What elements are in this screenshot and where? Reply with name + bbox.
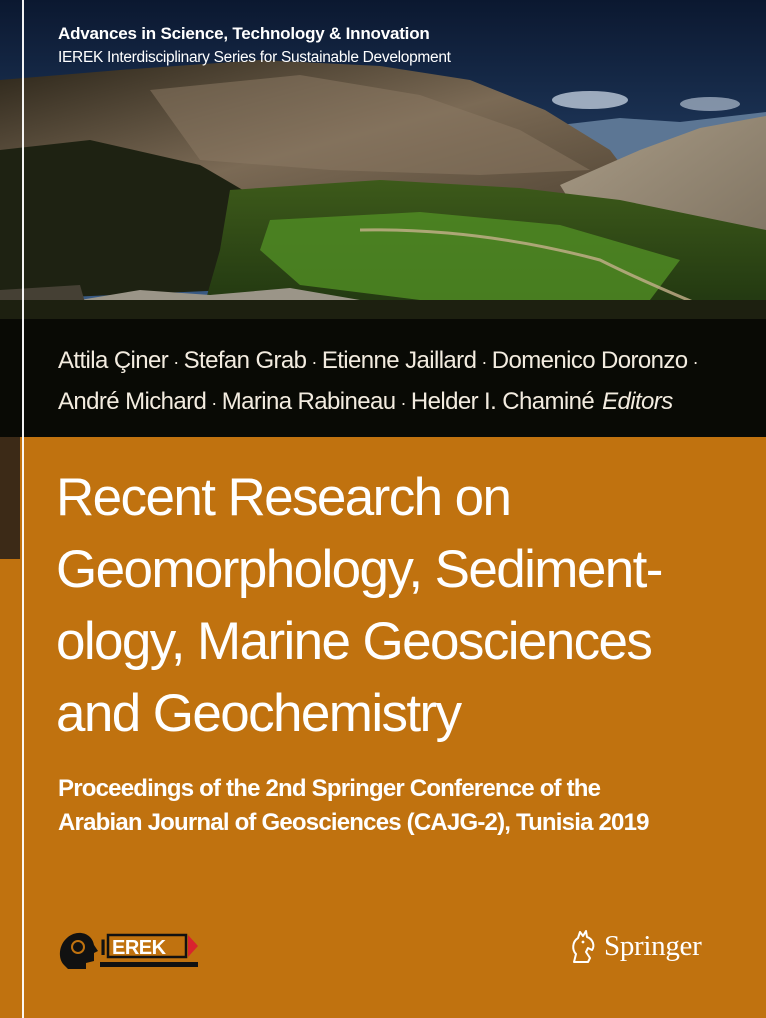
editor-name: André Michard (58, 388, 207, 415)
editor-separator: · (311, 352, 317, 372)
springer-horse-icon (568, 928, 598, 964)
book-title (56, 462, 756, 750)
editors-list (58, 341, 758, 423)
editor-separator: · (400, 393, 406, 413)
subtitle-line: Proceedings of the 2nd Springer Conference of the (58, 775, 601, 802)
ierek-logo (56, 925, 206, 973)
editor-name: Etienne Jaillard (321, 347, 477, 374)
subtitle-line: Arabian Journal of Geosciences (CAJG-2), Tunisia 2019 (58, 809, 649, 836)
editor-separator: · (211, 393, 217, 413)
title-line: Geomorphology, Sediment- (56, 540, 662, 599)
editor-separator: · (173, 352, 179, 372)
editors-role: Editors (602, 388, 673, 415)
series-name: Advances in Science, Technology & Innovation (58, 24, 430, 43)
editor-separator: · (481, 352, 487, 372)
springer-logo (568, 928, 701, 964)
editors-line-2 (58, 382, 758, 423)
editor-name: Attila Çiner (58, 347, 169, 374)
series-subtitle: IEREK Interdisciplinary Series for Sustainable Development (58, 49, 451, 66)
left-rule (22, 0, 24, 1018)
spine-accent (0, 437, 20, 559)
editor-name: Helder I. Chaminé (410, 388, 595, 415)
title-line: ology, Marine Geosciences (56, 612, 652, 671)
series-block (58, 24, 451, 67)
title-line: Recent Research on (56, 468, 511, 527)
book-subtitle (58, 772, 748, 840)
title-line: and Geochemistry (56, 684, 461, 743)
svg-text:EREK: EREK (112, 937, 166, 959)
editor-separator: · (692, 352, 698, 372)
editor-name: Domenico Doronzo (491, 347, 688, 374)
svg-text:I: I (100, 935, 107, 960)
editors-line-1 (58, 341, 758, 382)
editors-band (0, 319, 766, 437)
publisher-name: Springer (604, 929, 702, 962)
editor-name: Stefan Grab (183, 347, 307, 374)
editor-name: Marina Rabineau (221, 388, 396, 415)
